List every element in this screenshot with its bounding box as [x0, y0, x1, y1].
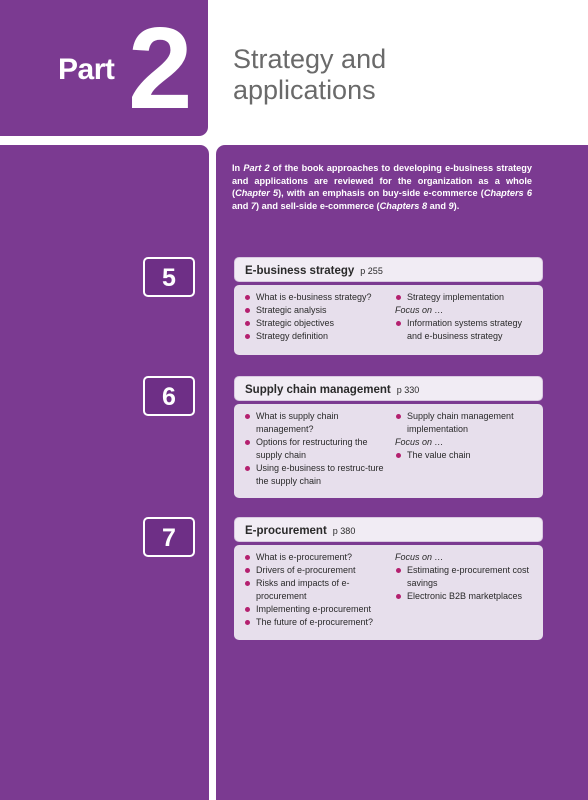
- part-header-block: [0, 0, 208, 136]
- intro-text-segment: and: [232, 200, 251, 211]
- topic-text: Electronic B2B marketplaces: [407, 591, 523, 601]
- topic-text: Information systems strategy and e-business strategy: [407, 318, 523, 341]
- intro-emphasis: Chapters 6: [483, 188, 532, 199]
- part-label: Part: [58, 53, 115, 86]
- chapter-page: p 380: [332, 526, 356, 536]
- bullet-icon: [245, 555, 250, 560]
- intro-text-segment: of the book approaches to developing e-business strategy and applications are reviewed for the organization as a whole (: [232, 163, 532, 199]
- topic-item: [244, 304, 392, 317]
- topic-text: Options for restructuring the supply chain: [256, 437, 368, 460]
- bullet-icon: [396, 453, 401, 458]
- intro-emphasis: Part 2: [243, 163, 270, 173]
- topics-right-column: [395, 291, 537, 343]
- topic-item: [244, 551, 386, 564]
- topic-item: [244, 291, 392, 304]
- intro-text-segment: ).: [453, 200, 460, 211]
- topic-text: What is e-business strategy?: [256, 292, 372, 302]
- focus-on-label: Focus on …: [395, 552, 444, 562]
- chapter-title-bar: [234, 257, 543, 282]
- intro-text-segment: and: [427, 200, 449, 211]
- chapter-number-badge: 6: [143, 376, 195, 416]
- focus-item: [395, 317, 537, 343]
- topic-text: Supply chain management implementation: [407, 411, 514, 434]
- chapter-title-bar: [234, 376, 543, 401]
- topics-left-column: [244, 410, 386, 488]
- part-number: 2: [128, 3, 193, 133]
- chapter-title: Supply chain management: [245, 384, 391, 396]
- left-column: [0, 145, 209, 800]
- chapter-title: E-procurement: [245, 525, 327, 537]
- bullet-icon: [245, 321, 250, 326]
- topic-item: [244, 330, 392, 343]
- topic-text: The future of e-procurement?: [256, 617, 374, 627]
- topic-item: [244, 436, 386, 462]
- topic-text: Strategic analysis: [256, 305, 327, 315]
- focus-on-label: Focus on …: [395, 437, 444, 447]
- bullet-icon: [396, 594, 401, 599]
- topic-item: [244, 462, 386, 488]
- chapter-title-bar: [234, 517, 543, 542]
- intro-text-segment: In: [232, 163, 244, 173]
- topic-text: What is supply chain management?: [256, 411, 339, 434]
- bullet-icon: [245, 620, 250, 625]
- intro-emphasis: Chapters 8: [379, 200, 428, 211]
- topic-item: [395, 410, 537, 436]
- topic-text: What is e-procurement?: [256, 552, 353, 562]
- focus-item: [395, 590, 537, 603]
- topic-text: Implementing e-procurement: [256, 604, 372, 614]
- topics-right-column: [395, 410, 537, 462]
- topic-text: Strategy definition: [256, 331, 329, 341]
- chapter-topics-panel: [234, 545, 543, 640]
- intro-emphasis: 7: [250, 200, 257, 211]
- topic-text: Estimating e-procurement cost savings: [407, 565, 530, 588]
- chapter-page: p 330: [396, 385, 420, 395]
- topic-item: [244, 603, 386, 616]
- topic-text: Strategy implementation: [407, 292, 505, 302]
- topic-text: The value chain: [407, 450, 471, 460]
- topics-left-column: [244, 291, 392, 343]
- focus-item: [395, 449, 537, 462]
- bullet-icon: [396, 414, 401, 419]
- focus-on-label: Focus on …: [395, 305, 444, 315]
- topics-left-column: [244, 551, 386, 629]
- topic-item: [244, 317, 392, 330]
- bullet-icon: [245, 308, 250, 313]
- bullet-icon: [245, 295, 250, 300]
- topic-item: [244, 410, 386, 436]
- topic-text: Drivers of e-procurement: [256, 565, 356, 575]
- chapter-page: p 255: [360, 266, 383, 276]
- bullet-icon: [396, 321, 401, 326]
- bullet-icon: [396, 568, 401, 573]
- topic-text: Using e-business to restruc-ture the supply chain: [256, 463, 384, 486]
- chapter-title: E-business strategy: [245, 265, 355, 277]
- chapter-topics-panel: [234, 285, 543, 355]
- page-title-line-1: Strategy and: [233, 44, 387, 74]
- topic-text: Strategic objectives: [256, 318, 335, 328]
- bullet-icon: [245, 466, 250, 471]
- bullet-icon: [245, 607, 250, 612]
- chapter-number-badge: 7: [143, 517, 195, 557]
- focus-item: [395, 564, 537, 590]
- topic-item: [395, 291, 537, 304]
- topic-item: [244, 616, 386, 629]
- topics-right-column: [395, 551, 537, 603]
- chapter-topics-panel: [234, 404, 543, 498]
- bullet-icon: [245, 334, 250, 339]
- bullet-icon: [396, 295, 401, 300]
- page-title-line-2: applications: [233, 75, 376, 105]
- intro-paragraph: [232, 162, 532, 212]
- bullet-icon: [245, 414, 250, 419]
- topic-text: Risks and impacts of e-procurement: [256, 578, 350, 601]
- intro-text-segment: ), with an emphasis on buy-side e-commerce (: [278, 188, 484, 199]
- intro-text-segment: ) and sell-side e-commerce (: [256, 200, 380, 211]
- topic-item: [244, 577, 386, 603]
- bullet-icon: [245, 581, 250, 586]
- page-title: [233, 44, 386, 106]
- bullet-icon: [245, 440, 250, 445]
- intro-emphasis: 9: [448, 200, 454, 211]
- chapter-number-badge: 5: [143, 257, 195, 297]
- topic-item: [244, 564, 386, 577]
- bullet-icon: [245, 568, 250, 573]
- intro-emphasis: Chapter 5: [235, 188, 279, 199]
